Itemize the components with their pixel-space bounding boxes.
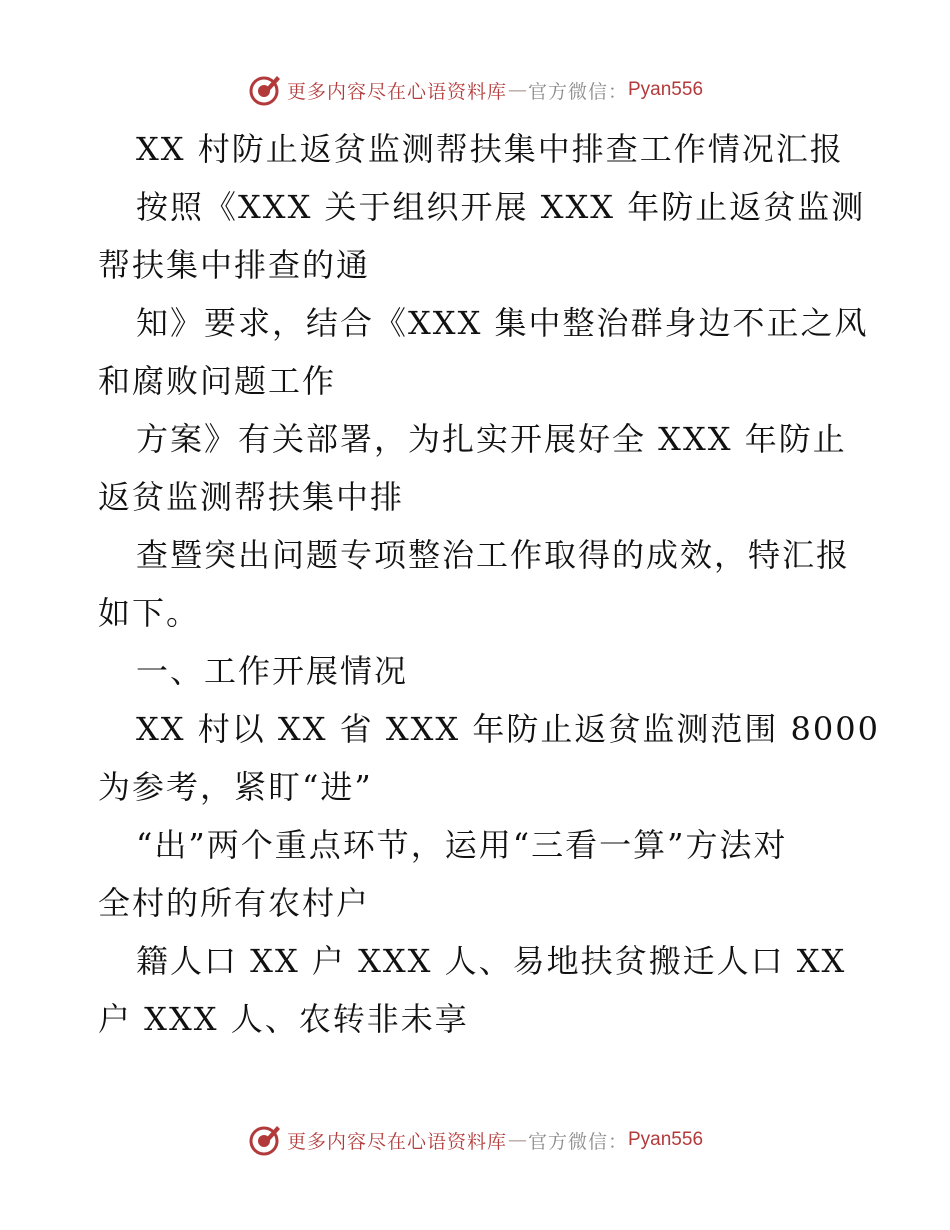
document-line: XX 村防止返贫监测帮扶集中排查工作情况汇报 xyxy=(136,130,844,168)
banner-wechat-id: Pyan556 xyxy=(628,1129,704,1150)
banner-separator: — xyxy=(507,1129,527,1151)
document-line: 籍人口 XX 户 XXX 人、易地扶贫搬迁人口 XX xyxy=(136,942,847,980)
document-line: 户 XXX 人、农转非未享 xyxy=(98,1000,469,1038)
document-line: 返贫监测帮扶集中排 xyxy=(98,478,405,516)
document-line: 为参考，紧盯“进” xyxy=(98,768,373,806)
banner-wechat-label: 官方微信： xyxy=(527,80,628,103)
document-line: 知》要求，结合《XXX 集中整治群身边不正之风 xyxy=(136,304,869,342)
banner-site-text: 更多内容尽在心语资料库 xyxy=(286,1130,507,1153)
document-line: 和腐败问题工作 xyxy=(98,362,337,400)
document-line: 一、工作开展情况 xyxy=(136,652,409,690)
banner-site-text: 更多内容尽在心语资料库 xyxy=(286,80,507,103)
document-line: 帮扶集中排查的通 xyxy=(98,246,371,284)
document-line: 全村的所有农村户 xyxy=(98,884,371,922)
document-body xyxy=(98,120,880,1048)
banner-separator: — xyxy=(507,79,527,101)
footer-banner xyxy=(0,1120,950,1160)
pen-logo-icon xyxy=(247,1122,283,1158)
banner-wechat-id: Pyan556 xyxy=(628,79,704,100)
banner-wechat-label: 官方微信： xyxy=(527,1130,628,1153)
document-line: 查暨突出问题专项整治工作取得的成效，特汇报 xyxy=(136,536,851,574)
pen-logo-icon xyxy=(247,72,283,108)
document-line: “出”两个重点环节，运用“三看一算”方法对 xyxy=(136,826,788,864)
header-banner xyxy=(0,70,950,110)
document-line: 如下。 xyxy=(98,594,201,632)
document-line: 方案》有关部署，为扎实开展好全 XXX 年防止 xyxy=(136,420,847,458)
document-line: XX 村以 XX 省 XXX 年防止返贫监测范围 8000 xyxy=(136,710,880,748)
document-line: 按照《XXX 关于组织开展 XXX 年防止返贫监测 xyxy=(136,188,866,226)
